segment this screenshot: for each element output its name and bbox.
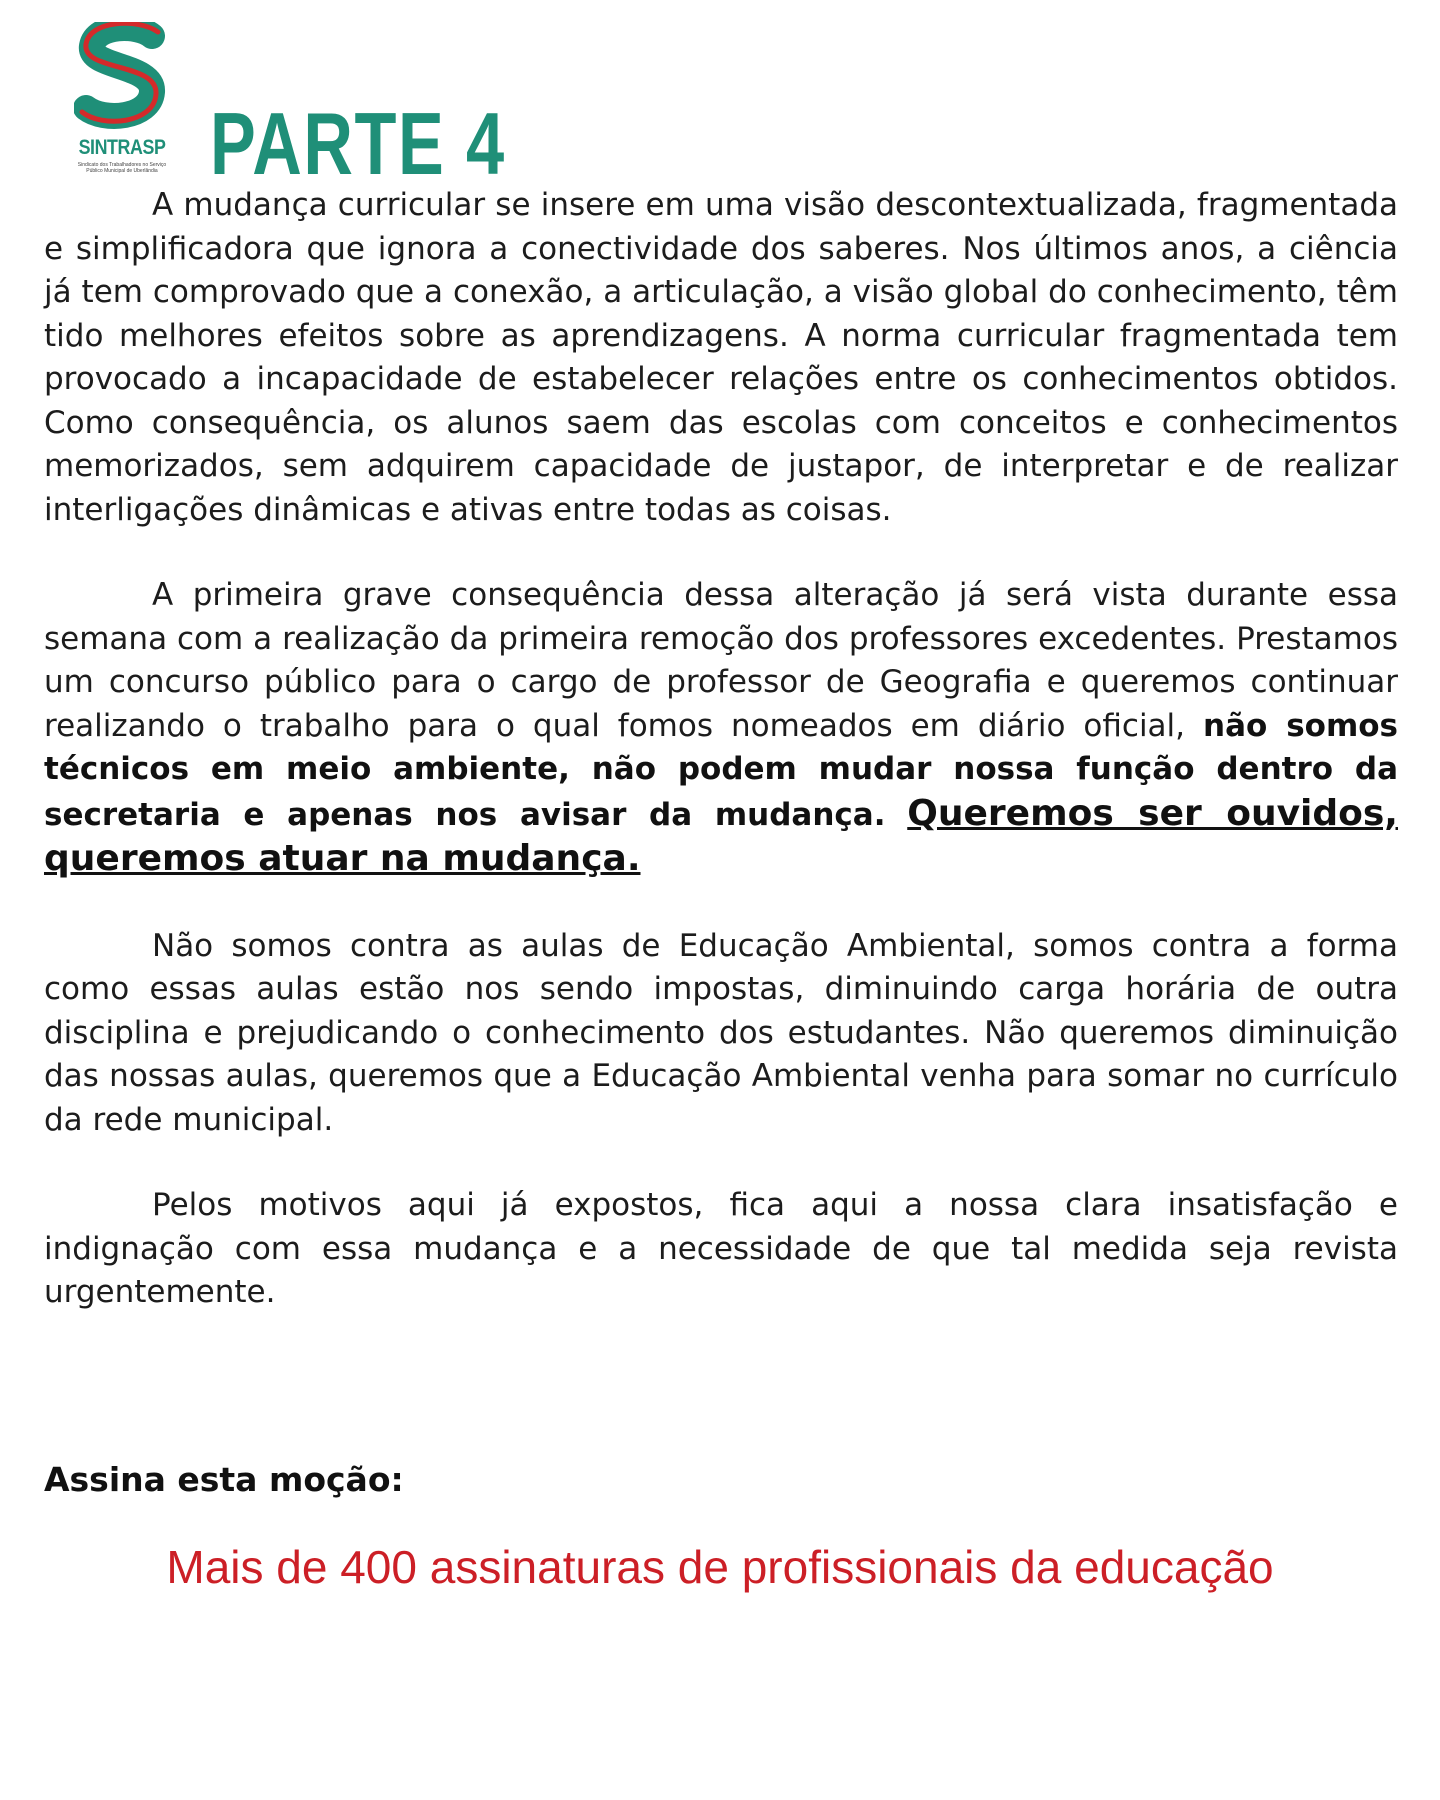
part-title: PARTE 4	[210, 94, 506, 193]
document-header	[66, 22, 666, 193]
paragraph-2-text: A primeira grave consequência dessa alteração já será vista durante essa semana com a realização da primeira remoção dos professores excedentes. Prestamos um concurso público para o cargo de professor de Geografia e queremos continuar realizando o trabalho para o qual fomos nomeados em diário oficial,	[44, 577, 1398, 744]
paragraph-2-bold-text: não somos técnicos em meio ambiente, não podem mudar nossa função dentro da secretaria e apenas nos avisar da mudança.	[44, 707, 1398, 833]
logo-wordmark: SINTRASP	[78, 136, 166, 159]
paragraph-2-underlined-demand: Queremos ser ouvidos, queremos atuar na mudança.	[44, 792, 1398, 879]
paragraph-1: A mudança curricular se insere em uma visão descontextualizada, fragmentada e simplificadora que ignora a conectividade dos saberes. Nos últimos anos, a ciência já tem comprovado que a conexão, a articulação, a visão global do conhecimento, têm tido melhores efeitos sobre as aprendizagens. A norma curricular fragmentada tem provocado a incapacidade de estabelecer relações entre os conhecimentos obtidos. Como consequência, os alunos saem das escolas com conceitos e conhecimentos memorizados, sem adquirem capacidade de justapor, de interpretar e de realizar interligações dinâmicas e ativas entre todas as coisas.	[44, 187, 1398, 528]
paragraph-4: Pelos motivos aqui já expostos, fica aqui a nossa clara insatisfação e indignação com essa mudança e a necessidade de que tal medida seja revista urgentemente.	[44, 1187, 1398, 1310]
paragraph-3: Não somos contra as aulas de Educação Ambiental, somos contra a forma como essas aulas estão nos sendo impostas, diminuindo carga horária de outra disciplina e prejudicando o conhecimento dos estudantes. Não queremos diminuição das nossas aulas, queremos que a Educação Ambiental venha para somar no currículo da rede municipal.	[44, 927, 1398, 1138]
sintrasp-s-logo-icon	[74, 22, 170, 132]
document-body	[44, 184, 1398, 1315]
signature-count: Mais de 400 assinaturas de profissionais da educação	[166, 1541, 1274, 1593]
sintrasp-logo	[66, 22, 186, 172]
signature-label: Assina esta moção:	[44, 1460, 404, 1499]
paragraph-2	[44, 574, 1398, 883]
logo-subtitle: Sindicato dos Trabalhadores no Serviço Público Municipal de Uberlândia	[77, 162, 167, 174]
